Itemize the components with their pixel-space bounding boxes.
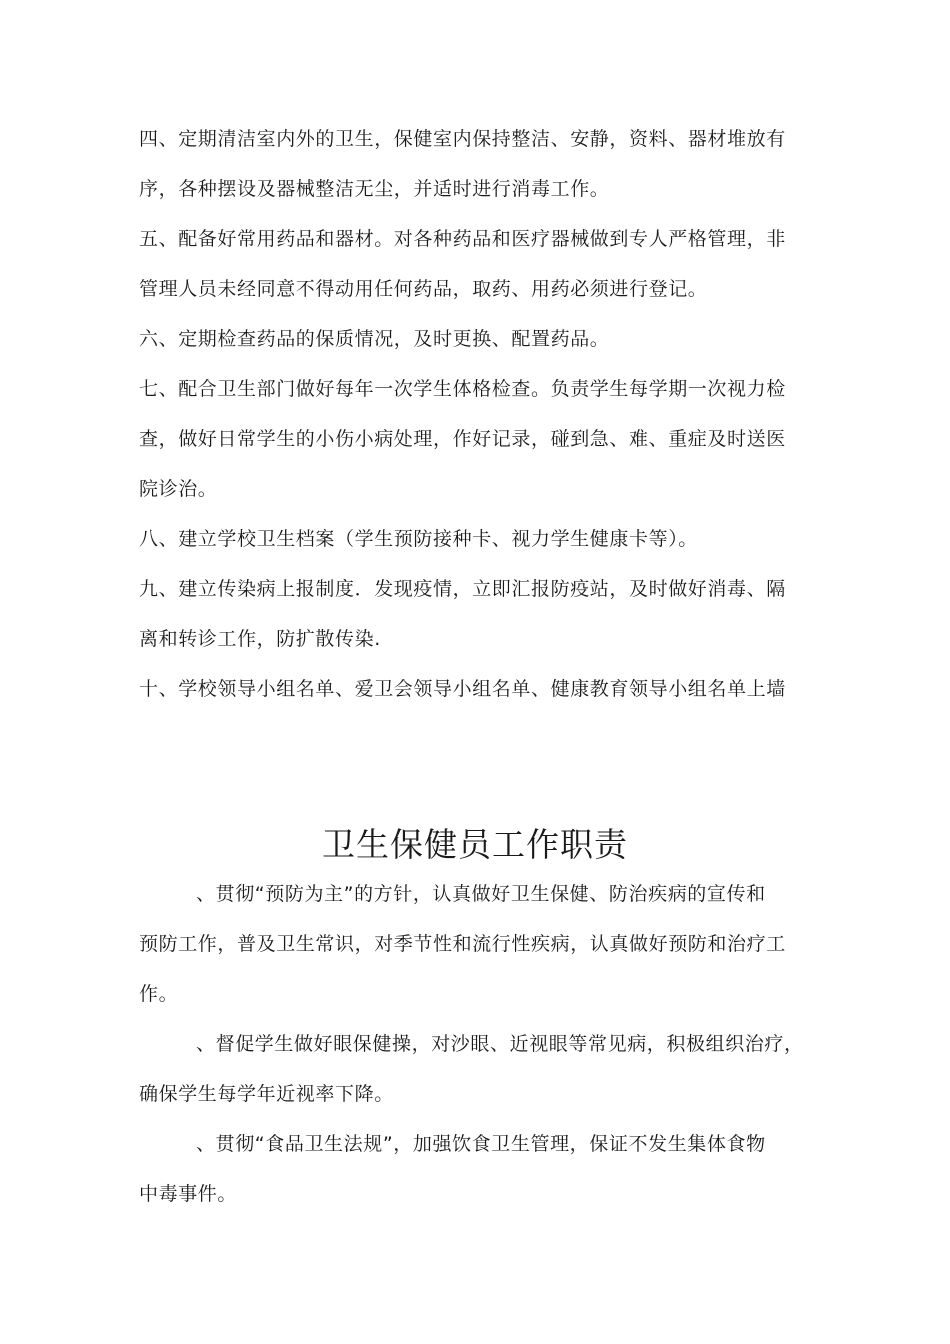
regulation-item-5-line-2: 管理人员未经同意不得动用任何药品，取药、用药必须进行登记。 <box>139 278 708 300</box>
regulation-item-8-line-1: 八、建立学校卫生档案（学生预防接种卡、视力学生健康卡等）。 <box>139 528 698 550</box>
regulation-item-9-line-2: 离和转诊工作，防扩散传染. <box>139 628 381 650</box>
regulation-item-7-line-2: 查，做好日常学生的小伤小病处理，作好记录，碰到急、难、重症及时送医 <box>139 428 786 450</box>
duty-3-line-1: 、贯彻“食品卫生法规”，加强饮食卫生管理，保证不发生集体食物 <box>196 1133 766 1155</box>
regulation-item-7-line-1: 七、配合卫生部门做好每年一次学生体格检查。负责学生每学期一次视力检 <box>139 378 786 400</box>
duty-1-line-3: 作。 <box>139 983 179 1005</box>
duty-1-line-1: 、贯彻“预防为主”的方针，认真做好卫生保健、防治疾病的宣传和 <box>196 883 766 905</box>
duty-2-line-2: 确保学生每学年近视率下降。 <box>139 1083 394 1105</box>
section-title: 卫生保健员工作职责 <box>322 825 628 864</box>
regulation-item-4-line-1: 四、定期清洁室内外的卫生，保健室内保持整洁、安静，资料、器材堆放有 <box>139 128 786 150</box>
regulation-item-6-line-1: 六、定期检查药品的保质情况，及时更换、配置药品。 <box>139 328 610 350</box>
regulation-item-5-line-1: 五、配备好常用药品和器材。对各种药品和医疗器械做到专人严格管理，非 <box>139 228 786 250</box>
regulation-item-10-line-1: 十、学校领导小组名单、爱卫会领导小组名单、健康教育领导小组名单上墙 <box>139 678 786 700</box>
duty-3-line-2: 中毒事件。 <box>139 1183 238 1205</box>
duty-2-line-1: 、督促学生做好眼保健操，对沙眼、近视眼等常见病，积极组织治疗， <box>196 1033 804 1055</box>
regulation-item-7-line-3: 院诊治。 <box>139 478 218 500</box>
regulation-item-4-line-2: 序，各种摆设及器械整洁无尘，并适时进行消毒工作。 <box>139 178 610 200</box>
duty-1-line-2: 预防工作，普及卫生常识，对季节性和流行性疾病，认真做好预防和治疗工 <box>139 933 786 955</box>
regulation-item-9-line-1: 九、建立传染病上报制度．发现疫情，立即汇报防疫站，及时做好消毒、隔 <box>139 578 786 600</box>
